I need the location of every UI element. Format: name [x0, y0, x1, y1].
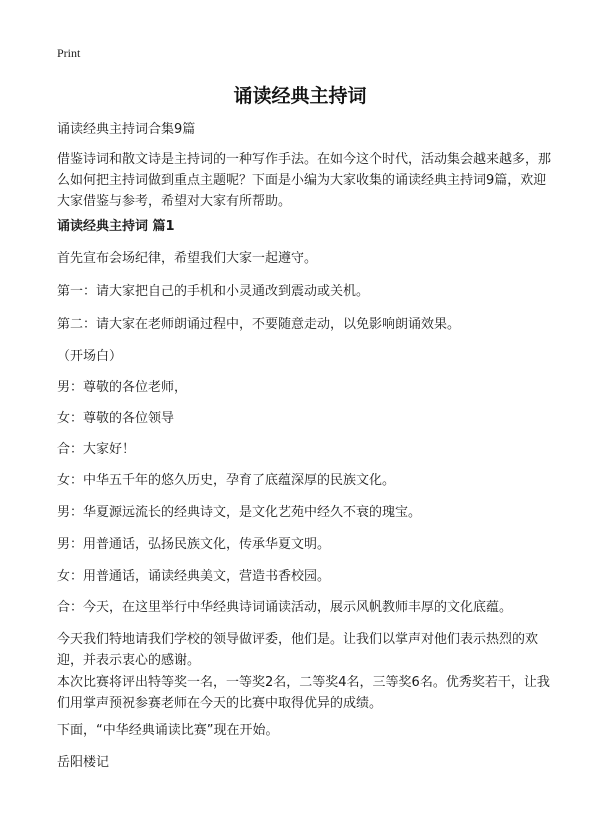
paragraph: 合：今天，在这里举行中华经典诗词诵读活动，展示风帆教师丰厚的文化底蕴。	[57, 600, 513, 615]
paragraph: 下面，“中华经典诵读比赛”现在开始。	[57, 723, 279, 738]
document-subtitle: 诵读经典主持词合集9篇	[57, 122, 196, 137]
paragraph: 第一：请大家把自己的手机和小灵通改到震动或关机。	[57, 284, 370, 299]
paragraph: （开场白）	[57, 349, 123, 364]
document-title: 诵读经典主持词	[233, 85, 367, 107]
paragraph: 女：用普通话，诵读经典美文，营造书香校园。	[57, 569, 331, 584]
print-label: Print	[57, 46, 81, 60]
intro-paragraph: 借鉴诗词和散文诗是主持词的一种写作手法。在如今这个时代，活动集会越来越多，那么如何把主持词做到重点主题呢？下面是小编为大家收集的诵读经典主持词9篇，欢迎大家借鉴与参考，希望对大家有所帮助。	[57, 152, 552, 209]
section-heading: 诵读经典主持词 篇1	[57, 219, 175, 234]
paragraph: 第二：请大家在老师朗诵过程中，不要随意走动，以免影响朗诵效果。	[57, 317, 461, 332]
paragraph: 合：大家好！	[57, 442, 136, 457]
paragraph: 本次比赛将评出特等奖一名，一等奖2名，二等奖4名，三等奖6名。优秀奖若干，让我们用掌声预祝参赛老师在今天的比赛中取得优异的成绩。	[57, 675, 550, 711]
paragraph: 女：中华五千年的悠久历史，孕育了底蕴深厚的民族文化。	[57, 473, 396, 488]
paragraph: 今天我们特地请我们学校的领导做评委，他们是。让我们以掌声对他们表示热烈的欢迎，并表示衷心的感谢。	[57, 632, 539, 668]
paragraph: 男：华夏源远流长的经典诗文，是文化艺苑中经久不衰的瑰宝。	[57, 505, 422, 520]
paragraph: 岳阳楼记	[57, 755, 110, 770]
paragraph: 男：用普通话，弘扬民族文化，传承华夏文明。	[57, 537, 331, 552]
paragraph: 男：尊敬的各位老师，	[57, 380, 188, 395]
paragraph: 首先宣布会场纪律，希望我们大家一起遵守。	[57, 251, 318, 266]
paragraph: 女：尊敬的各位领导	[57, 411, 175, 426]
